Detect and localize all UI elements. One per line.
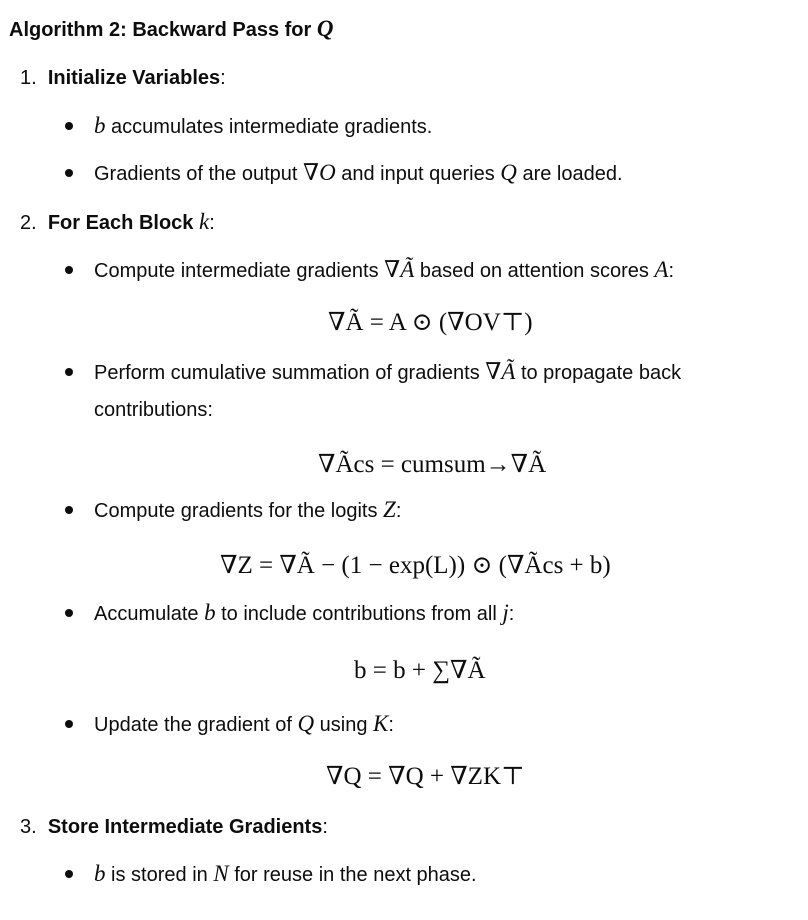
step-3: 3. Store Intermediate Gradients: (20, 816, 328, 838)
step-1-label: Initialize Variables (47, 67, 221, 89)
bullet-dot (65, 609, 73, 617)
bullet-dot (65, 122, 73, 130)
equation-3: ∇Z = ∇Ã − (1 − exp(L)) ⊙ (∇Ãcs + b) (220, 552, 611, 579)
bullet-dot (65, 506, 73, 514)
bullet-accumulate-b: Accumulate b to include contributions from all j: (94, 600, 515, 625)
bullet-dot (65, 169, 73, 177)
bullet-cumulative-summation: Perform cumulative summation of gradients ∇Ã to propagate back (94, 359, 682, 384)
step-3-label: Store Intermediate Gradients (47, 816, 323, 838)
bullet-gradients-loaded: Gradients of the output ∇O and input queries Q are loaded. (94, 160, 623, 185)
step-1: 1. Initialize Variables: (20, 67, 226, 89)
equation-5: ∇Q = ∇Q + ∇ZK⊤ (326, 763, 525, 790)
bullet-dot (65, 368, 73, 376)
equation-4: b = b + ∑∇Ã (354, 657, 486, 684)
bullet-b-stored: b is stored in N for reuse in the next phase. (94, 861, 477, 886)
bullet-b-accumulates: b accumulates intermediate gradients. (94, 113, 433, 138)
bullet-dot (65, 720, 73, 728)
algorithm-title: Algorithm 2: Backward Pass for Q (9, 16, 334, 41)
bullet-logits: Compute gradients for the logits Z: (94, 497, 402, 522)
title-math-q: Q (316, 16, 334, 41)
equation-1: ∇Ã = A ⊙ (∇OV⊤) (328, 309, 533, 336)
bullet-update-q: Update the gradient of Q using K: (94, 711, 394, 736)
equation-2: ∇Ãcs = cumsum→∇Ã (318, 451, 547, 478)
bullet-dot (65, 870, 73, 878)
bullet-dot (65, 266, 73, 274)
step-2: 2. For Each Block k: (20, 209, 215, 234)
step-2-label: For Each Block (47, 212, 194, 234)
bullet-cumulative-summation-cont: contributions: (94, 399, 213, 421)
bullet-compute-intermediate: Compute intermediate gradients ∇Ã based on attention scores A: (94, 257, 675, 282)
